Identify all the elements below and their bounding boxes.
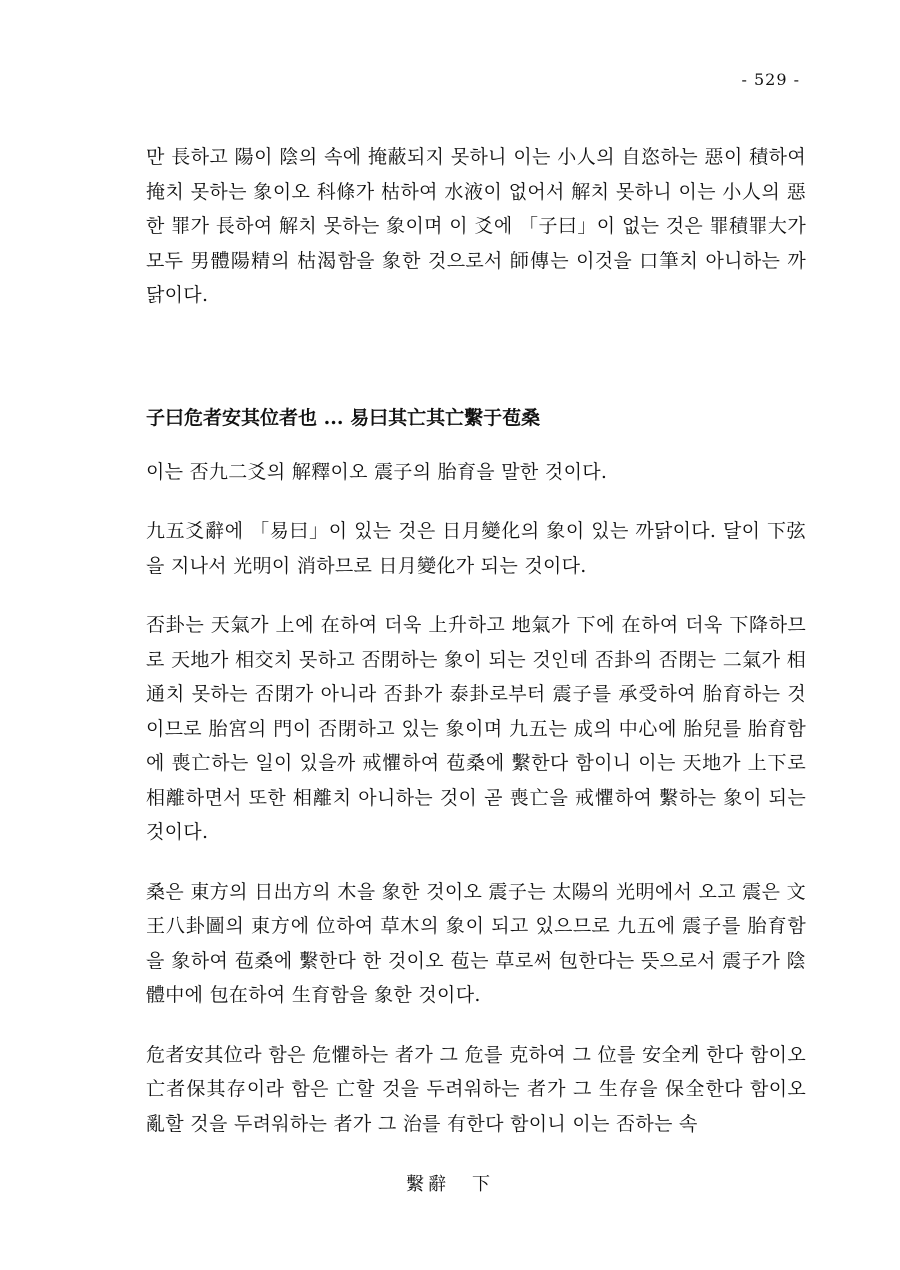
paragraph-4: 桑은 東方의 日出方의 木을 象한 것이오 震子는 太陽의 光明에서 오고 震은 文王八卦圖의 東方에 位하여 草木의 象이 되고 있으므로 九五에 震子를 胎育함을 象하여 苞桑에 繫한다 한 것이오 苞는 草로써 包한다는 뜻으로서 震子가 陰體中에 包在하여 生育함을 象한 것이다. <box>146 880 806 1006</box>
paragraph-1: 이는 否九二爻의 解釋이오 震子의 胎育을 말한 것이다. <box>146 460 608 483</box>
intro-paragraph: 만 長하고 陽이 陰의 속에 掩蔽되지 못하니 이는 小人의 自恣하는 惡이 積하여 掩치 못하는 象이오 科條가 枯하여 水液이 없어서 解치 못하니 이는 小人의 惡한 罪가 長하여 解치 못하는 象이며 이 爻에 「子曰」이 없는 것은 罪積罪大가 모두 男體陽精의 枯渴함을 象한 것으로서 師傳는 이것을 口筆치 아니하는 까닭이다. <box>146 146 806 306</box>
paragraph-5: 危者安其位라 함은 危懼하는 者가 그 危를 克하여 그 位를 安全케 한다 함이오 亡者保其存이라 함은 亡할 것을 두려워하는 者가 그 生存을 保全한다 함이오 亂할 것을 두려워하는 者가 그 治를 有한다 함이니 이는 否하는 속 <box>146 1043 806 1135</box>
footer-title: 繫辭 下 <box>406 1174 494 1195</box>
paragraph-2: 九五爻辭에 「易曰」이 있는 것은 日月變化의 象이 있는 까닭이다. 달이 下弦을 지나서 光明이 消하므로 日月變化가 되는 것이다. <box>146 520 806 577</box>
section-heading: 子曰危者安其位者也 ... 易曰其亡其亡繫于苞桑 <box>146 406 541 429</box>
page-number: - 529 - <box>741 70 800 89</box>
paragraph-3: 否卦는 天氣가 上에 在하여 더욱 上升하고 地氣가 下에 在하여 더욱 下降하므로 天地가 相交치 못하고 否閉하는 象이 되는 것인데 否卦의 否閉는 二氣가 相通치 못하는 否閉가 아니라 否卦가 泰卦로부터 震子를 承受하여 胎育하는 것이므로 胎宮의 門이 否閉하고 있는 象이며 九五는 成의 中心에 胎兒를 胎育함에 喪亡하는 일이 있을까 戒懼하여 苞桑에 繫한다 함이니 이는 天地가 上下로 相離하면서 또한 相離치 아니하는 것이 곧 喪亡을 戒懼하여 繫하는 象이 되는 것이다. <box>146 614 806 843</box>
page-content <box>146 140 806 1141</box>
